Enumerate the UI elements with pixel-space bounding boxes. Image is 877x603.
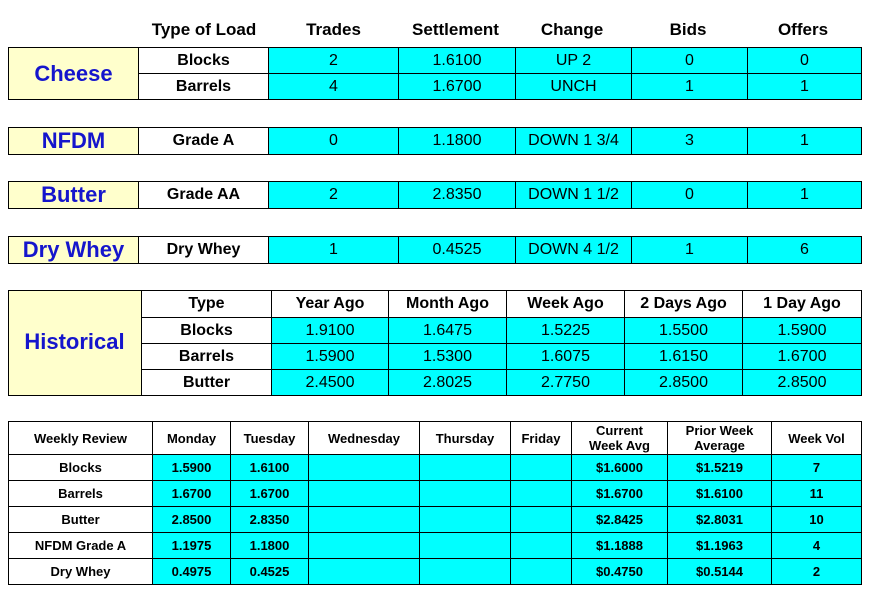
header-type-of-load: Type of Load xyxy=(151,20,257,39)
weekly-cell-tue: 2.8350 xyxy=(231,507,309,533)
weekly-header-prior-week-average xyxy=(668,422,772,455)
nfdm-bids: 3 xyxy=(632,128,748,155)
historical-header-1-day-ago: 1 Day Ago xyxy=(743,291,862,318)
historical-cell: 1.6700 xyxy=(743,344,862,370)
historical-cell: 1.5900 xyxy=(743,318,862,344)
weekly-cell-fri xyxy=(511,533,572,559)
nfdm-settlement: 1.1800 xyxy=(399,128,516,155)
weekly-header-tuesday: Tuesday xyxy=(231,422,309,455)
weekly-cell-vol: 10 xyxy=(772,507,862,533)
weekly-cell-prior: $2.8031 xyxy=(668,507,772,533)
cheese-blocks-offers: 0 xyxy=(748,48,862,74)
historical-cell: 1.5900 xyxy=(272,344,389,370)
historical-cell: 2.4500 xyxy=(272,370,389,396)
nfdm-trades: 0 xyxy=(269,128,399,155)
weekly-cell-wed xyxy=(309,507,420,533)
cheese-blocks-trades: 2 xyxy=(269,48,399,74)
header-offers: Offers xyxy=(777,20,829,39)
historical-cell: 2.8025 xyxy=(389,370,507,396)
weekly-header-friday: Friday xyxy=(511,422,572,455)
weekly-header-review: Weekly Review xyxy=(9,422,153,455)
weekly-row xyxy=(9,507,862,533)
historical-header-row xyxy=(142,291,862,318)
current-line-2: Week Avg xyxy=(589,438,650,453)
historical-cell: 1.9100 xyxy=(272,318,389,344)
dry-whey-row xyxy=(9,237,862,264)
weekly-header-week-vol: Week Vol xyxy=(772,422,862,455)
dry-whey-bids: 1 xyxy=(632,237,748,264)
weekly-header-monday: Monday xyxy=(153,422,231,455)
butter-row xyxy=(9,182,862,209)
historical-cell: 1.6075 xyxy=(507,344,625,370)
weekly-cell-thu xyxy=(420,481,511,507)
cheese-label: Cheese xyxy=(9,48,139,100)
historical-row-barrels xyxy=(142,344,862,370)
weekly-cell-mon: 2.8500 xyxy=(153,507,231,533)
weekly-cell-cur: $1.1888 xyxy=(572,533,668,559)
nfdm-type: Grade A xyxy=(139,128,269,155)
weekly-cell-thu xyxy=(420,455,511,481)
cheese-barrels-trades: 4 xyxy=(269,74,399,100)
weekly-cell-fri xyxy=(511,559,572,585)
historical-cell: 1.5500 xyxy=(625,318,743,344)
prior-line-2: Average xyxy=(694,438,745,453)
weekly-cell-cur: $0.4750 xyxy=(572,559,668,585)
weekly-row-name: NFDM Grade A xyxy=(9,533,153,559)
historical-cell: 1.6475 xyxy=(389,318,507,344)
historical-cell: 1.6150 xyxy=(625,344,743,370)
weekly-cell-prior: $1.6100 xyxy=(668,481,772,507)
cheese-barrels-change: UNCH xyxy=(516,74,632,100)
weekly-cell-mon: 1.1975 xyxy=(153,533,231,559)
weekly-cell-prior: $0.5144 xyxy=(668,559,772,585)
weekly-cell-cur: $2.8425 xyxy=(572,507,668,533)
weekly-cell-mon: 0.4975 xyxy=(153,559,231,585)
dry-whey-trades: 1 xyxy=(269,237,399,264)
historical-header-type: Type xyxy=(142,291,272,318)
butter-table xyxy=(8,181,862,209)
historical-table xyxy=(141,290,862,396)
prior-line-1: Prior Week xyxy=(685,423,754,438)
dry-whey-change: DOWN 4 1/2 xyxy=(516,237,632,264)
cheese-blocks-change: UP 2 xyxy=(516,48,632,74)
weekly-cell-vol: 2 xyxy=(772,559,862,585)
nfdm-change: DOWN 1 3/4 xyxy=(516,128,632,155)
weekly-cell-vol: 7 xyxy=(772,455,862,481)
header-settlement: Settlement xyxy=(412,20,499,39)
weekly-header-current-week-avg xyxy=(572,422,668,455)
nfdm-table xyxy=(8,127,862,155)
weekly-cell-tue: 0.4525 xyxy=(231,559,309,585)
weekly-row-name: Barrels xyxy=(9,481,153,507)
weekly-cell-fri xyxy=(511,507,572,533)
cheese-row-blocks xyxy=(9,48,862,74)
dry-whey-settlement: 0.4525 xyxy=(399,237,516,264)
historical-header-year-ago: Year Ago xyxy=(272,291,389,318)
historical-cell: 1.5300 xyxy=(389,344,507,370)
historical-label: Historical xyxy=(24,329,125,354)
cheese-table xyxy=(8,47,862,100)
historical-cell: 1.5225 xyxy=(507,318,625,344)
butter-trades: 2 xyxy=(269,182,399,209)
butter-change: DOWN 1 1/2 xyxy=(516,182,632,209)
weekly-row-name: Dry Whey xyxy=(9,559,153,585)
historical-blocks-type: Blocks xyxy=(142,318,272,344)
weekly-row xyxy=(9,559,862,585)
historical-barrels-type: Barrels xyxy=(142,344,272,370)
weekly-header-wednesday: Wednesday xyxy=(309,422,420,455)
historical-cell: 2.8500 xyxy=(625,370,743,396)
dry-whey-offers: 6 xyxy=(748,237,862,264)
butter-type: Grade AA xyxy=(139,182,269,209)
weekly-cell-fri xyxy=(511,481,572,507)
weekly-row xyxy=(9,533,862,559)
current-line-1: Current xyxy=(596,423,643,438)
header-change: Change xyxy=(540,20,604,39)
historical-header-week-ago: Week Ago xyxy=(507,291,625,318)
historical-butter-type: Butter xyxy=(142,370,272,396)
header-bids: Bids xyxy=(669,20,707,39)
weekly-cell-wed xyxy=(309,559,420,585)
weekly-cell-tue: 1.1800 xyxy=(231,533,309,559)
weekly-row-name: Blocks xyxy=(9,455,153,481)
butter-offers: 1 xyxy=(748,182,862,209)
cheese-blocks-settlement: 1.6100 xyxy=(399,48,516,74)
weekly-cell-vol: 4 xyxy=(772,533,862,559)
historical-cell: 2.7750 xyxy=(507,370,625,396)
weekly-cell-mon: 1.6700 xyxy=(153,481,231,507)
weekly-review-table xyxy=(8,421,862,585)
weekly-cell-cur: $1.6000 xyxy=(572,455,668,481)
weekly-cell-vol: 11 xyxy=(772,481,862,507)
weekly-cell-wed xyxy=(309,481,420,507)
weekly-cell-prior: $1.1963 xyxy=(668,533,772,559)
weekly-cell-fri xyxy=(511,455,572,481)
weekly-cell-wed xyxy=(309,455,420,481)
historical-row-butter xyxy=(142,370,862,396)
weekly-cell-thu xyxy=(420,507,511,533)
weekly-cell-thu xyxy=(420,559,511,585)
weekly-cell-tue: 1.6700 xyxy=(231,481,309,507)
dry-whey-type: Dry Whey xyxy=(139,237,269,264)
butter-label: Butter xyxy=(9,182,139,209)
weekly-row xyxy=(9,455,862,481)
historical-cell: 2.8500 xyxy=(743,370,862,396)
weekly-cell-cur: $1.6700 xyxy=(572,481,668,507)
cheese-barrels-settlement: 1.6700 xyxy=(399,74,516,100)
historical-row-blocks xyxy=(142,318,862,344)
weekly-cell-thu xyxy=(420,533,511,559)
weekly-cell-tue: 1.6100 xyxy=(231,455,309,481)
weekly-cell-wed xyxy=(309,533,420,559)
butter-bids: 0 xyxy=(632,182,748,209)
historical-header-month-ago: Month Ago xyxy=(389,291,507,318)
cheese-barrels-bids: 1 xyxy=(632,74,748,100)
nfdm-offers: 1 xyxy=(748,128,862,155)
dry-whey-table xyxy=(8,236,862,264)
nfdm-label: NFDM xyxy=(9,128,139,155)
nfdm-row xyxy=(9,128,862,155)
cheese-barrels-offers: 1 xyxy=(748,74,862,100)
weekly-cell-prior: $1.5219 xyxy=(668,455,772,481)
cheese-barrels-type: Barrels xyxy=(139,74,269,100)
weekly-header-row xyxy=(9,422,862,455)
butter-settlement: 2.8350 xyxy=(399,182,516,209)
cheese-blocks-type: Blocks xyxy=(139,48,269,74)
header-trades: Trades xyxy=(306,20,361,39)
cheese-blocks-bids: 0 xyxy=(632,48,748,74)
historical-header-2-days-ago: 2 Days Ago xyxy=(625,291,743,318)
weekly-row xyxy=(9,481,862,507)
weekly-cell-mon: 1.5900 xyxy=(153,455,231,481)
weekly-header-thursday: Thursday xyxy=(420,422,511,455)
dry-whey-label: Dry Whey xyxy=(9,237,139,264)
weekly-row-name: Butter xyxy=(9,507,153,533)
